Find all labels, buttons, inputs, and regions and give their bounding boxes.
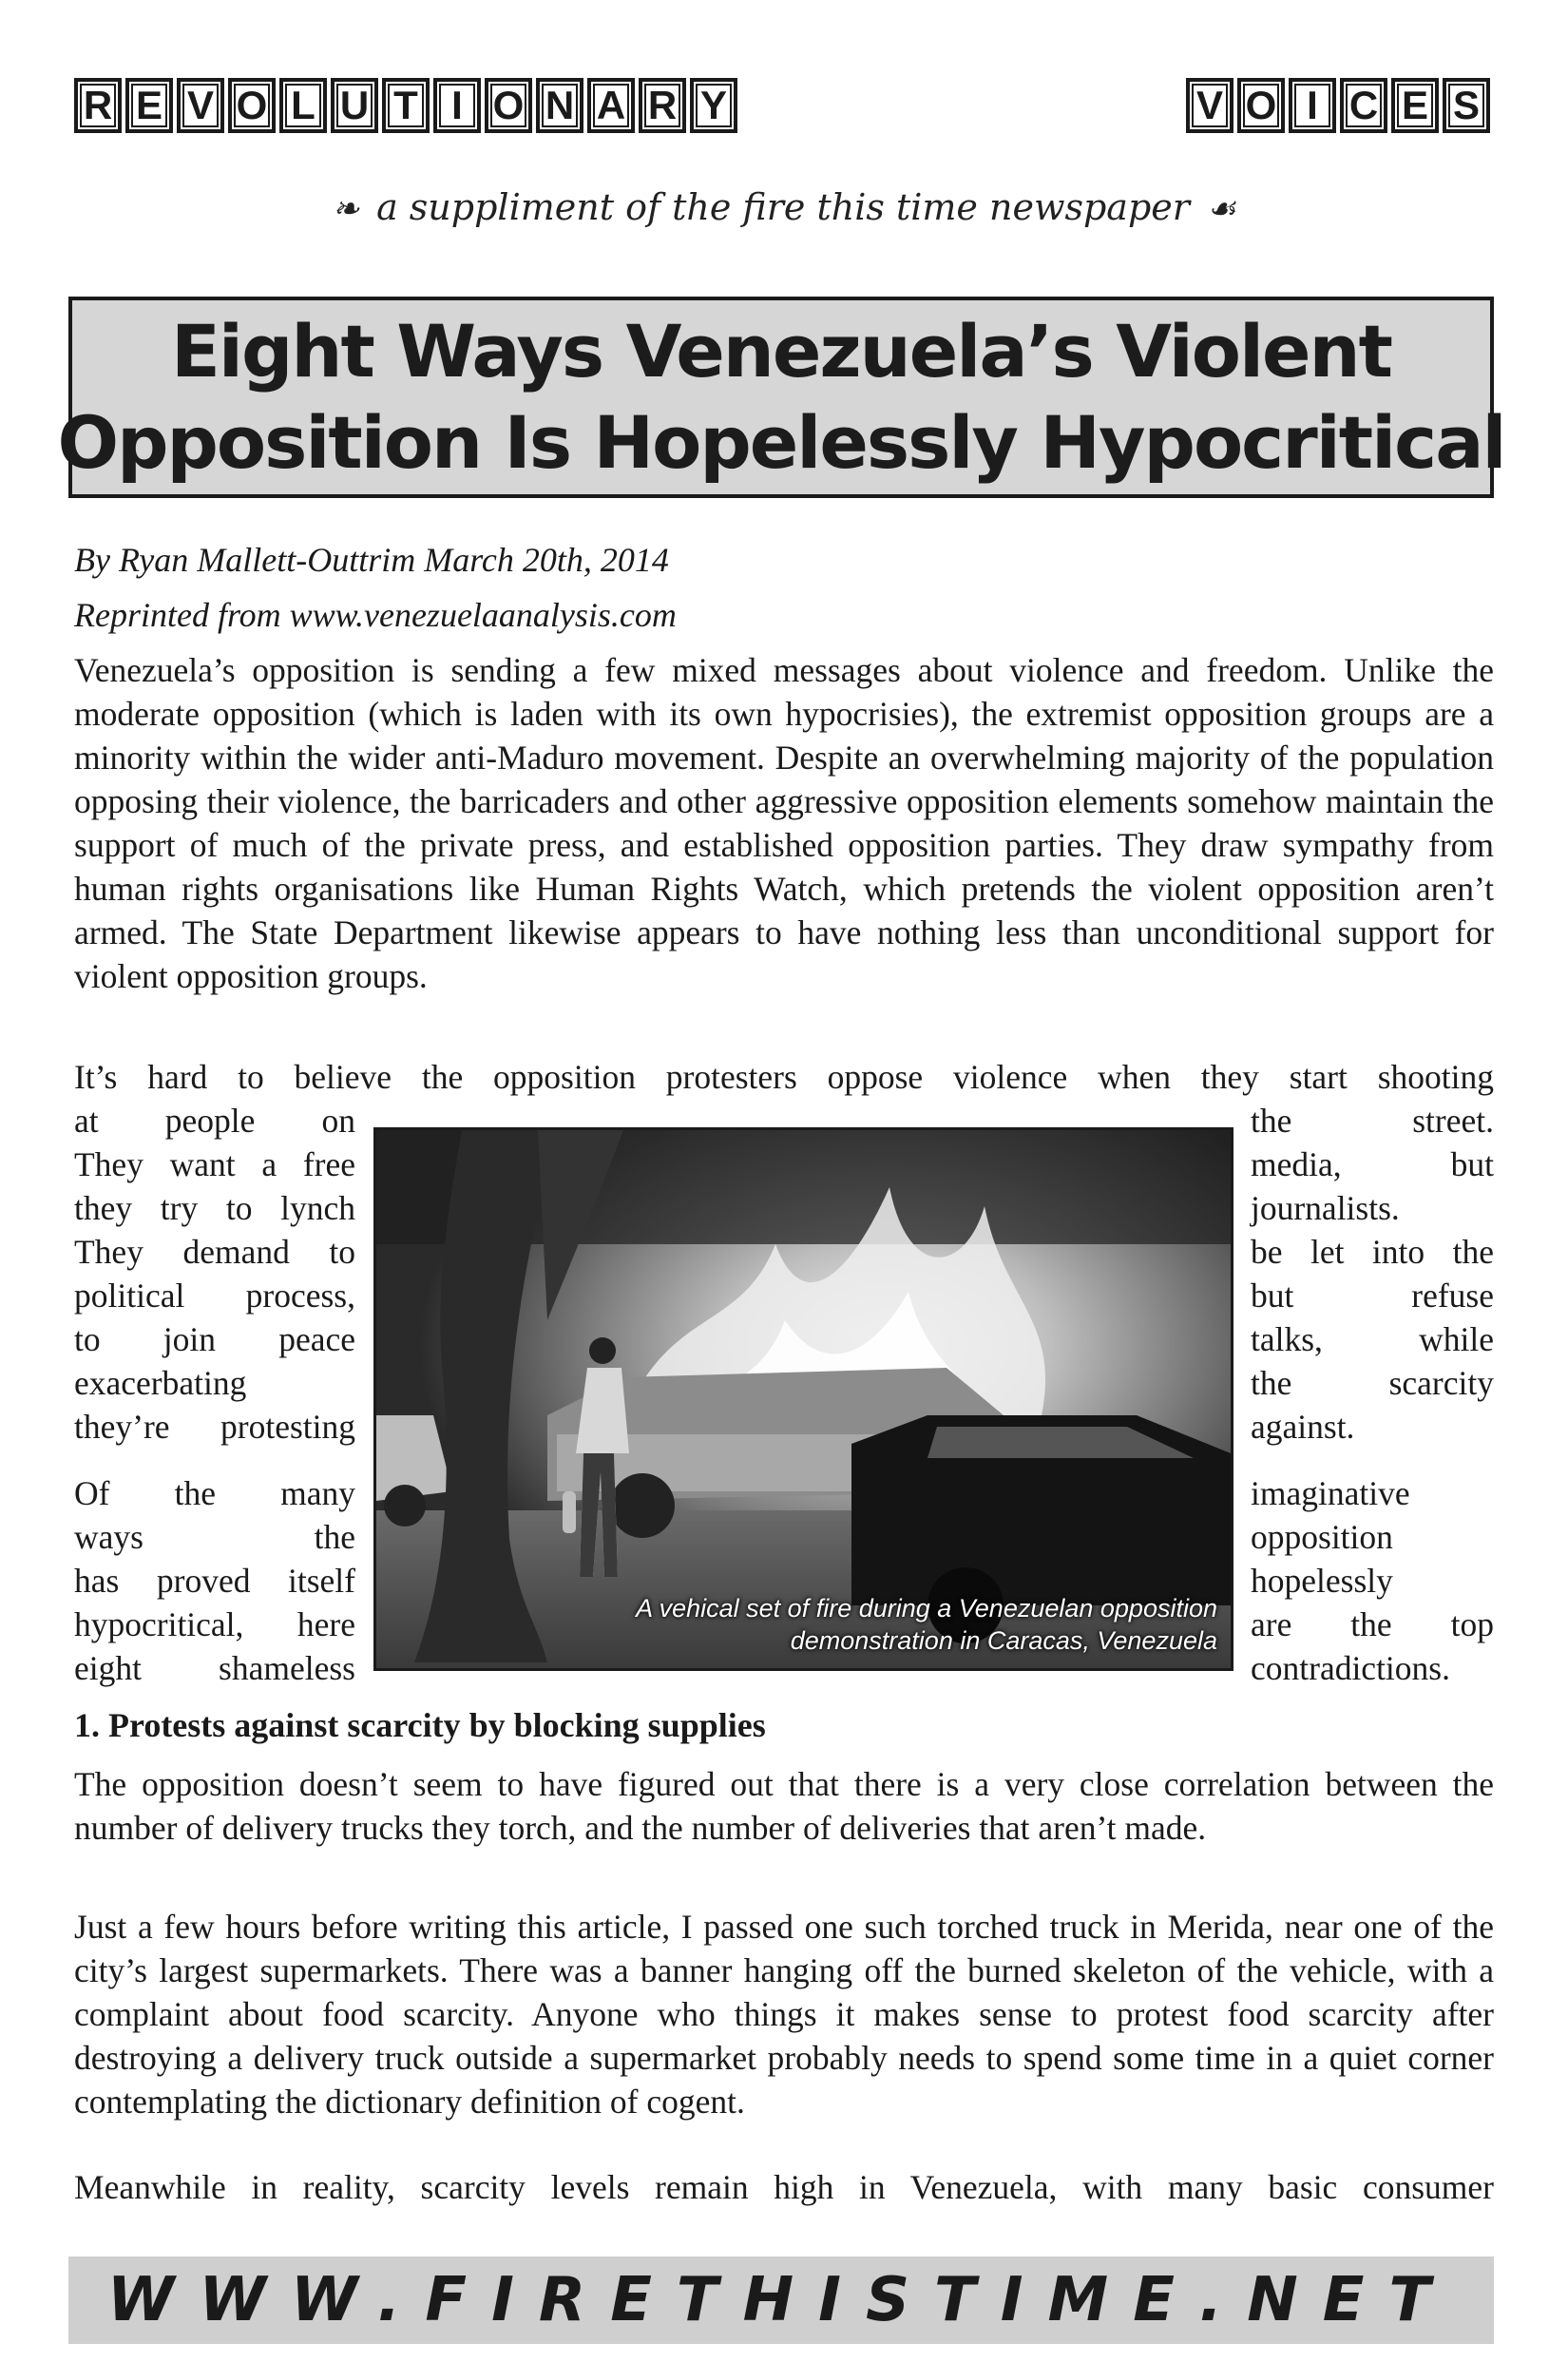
masthead-letter: R bbox=[639, 78, 686, 133]
masthead-letter: E bbox=[125, 78, 173, 133]
column-line: but refuse bbox=[1251, 1277, 1494, 1315]
headline-line-2: Opposition Is Hopelessly Hypocritical bbox=[57, 400, 1505, 485]
masthead-letter: O bbox=[1237, 78, 1285, 133]
masthead-letter: U bbox=[331, 78, 378, 133]
footer-url: WWW.FIRETHISTIME.NET bbox=[106, 2265, 1456, 2335]
column-line: They demand to bbox=[74, 1233, 355, 1271]
byline-source: Reprinted from www.venezuelaanalysis.com bbox=[74, 596, 677, 634]
photo-caption-line-1: A vehical set of fire during a Venezuelan opposition bbox=[636, 1594, 1217, 1623]
section-1-heading: 1. Protests against scarcity by blocking supplies bbox=[74, 1706, 766, 1744]
masthead-word-revolutionary bbox=[74, 78, 737, 133]
tagline bbox=[0, 186, 1568, 228]
column-line: imaginative bbox=[1251, 1474, 1410, 1512]
right-column-2 bbox=[1251, 1471, 1494, 1690]
column-line: against. bbox=[1251, 1408, 1355, 1446]
column-line: the street. bbox=[1251, 1102, 1494, 1140]
masthead-letter: V bbox=[1186, 78, 1233, 133]
column-line: media, but bbox=[1251, 1145, 1494, 1183]
section-1-paragraph-2: Just a few hours before writing this article, I passed one such torched truck in Merida, near one of the city’s largest supermarkets. There was a banner hanging off the burned skeleton of the vehicle, with a complaint about food scarcity. Anyone who things it makes sense to protest food scarcity after destroying a delivery truck outside a supermarket probably needs to spend some time in a quiet corner contemplating the dictionary definition of cogent. bbox=[74, 1908, 1494, 2121]
masthead-letter: A bbox=[587, 78, 635, 133]
photo-caption-line-2: demonstration in Caracas, Venezuela bbox=[790, 1626, 1217, 1655]
photo-caption bbox=[636, 1592, 1217, 1657]
byline-author-date: By Ryan Mallett-Outtrim March 20th, 2014 bbox=[74, 541, 669, 579]
masthead-letter: Y bbox=[690, 78, 737, 133]
ornament-left-icon: ❧ bbox=[332, 190, 360, 228]
headline-box bbox=[57, 297, 1505, 498]
column-line: They want a free bbox=[74, 1145, 355, 1183]
masthead-letter: O bbox=[228, 78, 276, 133]
column-line: has proved itself bbox=[74, 1562, 355, 1600]
column-line: ways the bbox=[74, 1518, 355, 1556]
masthead-letter: C bbox=[1340, 78, 1387, 133]
masthead-letter: T bbox=[382, 78, 430, 133]
column-line: talks, while bbox=[1251, 1320, 1494, 1358]
column-line: exacerbating bbox=[74, 1364, 247, 1402]
masthead-letter: V bbox=[177, 78, 224, 133]
column-line: opposition bbox=[1251, 1518, 1393, 1556]
paragraph-2-first-line: It’s hard to believe the opposition protesters oppose violence when they start shooting bbox=[74, 1058, 1494, 1096]
column-line: the scarcity bbox=[1251, 1364, 1494, 1402]
ornament-right-icon: ☙ bbox=[1206, 190, 1236, 228]
right-column-1 bbox=[1251, 1099, 1494, 1449]
column-line: at people on bbox=[74, 1102, 355, 1140]
masthead-letter: R bbox=[74, 78, 122, 133]
photo-burning-vehicle bbox=[373, 1127, 1233, 1671]
masthead-letter: I bbox=[1289, 78, 1336, 133]
left-column-2 bbox=[74, 1471, 355, 1690]
masthead-letter: L bbox=[279, 78, 327, 133]
column-line: be let into the bbox=[1251, 1233, 1494, 1271]
column-line: are the top bbox=[1251, 1605, 1494, 1643]
column-line: they try to lynch bbox=[74, 1189, 355, 1227]
column-line: hypocritical, here bbox=[74, 1605, 355, 1643]
intro-paragraph: Venezuela’s opposition is sending a few mixed messages about violence and freedom. Unlike the moderate opposition (which is laden with its own hypocrisies), the extremist opposition groups are a minority within the wider anti-Maduro movement. Despite an overwhelming majority of the population opposing their violence, the barricaders and other aggressive opposition elements somehow maintain the support of much of the private press, and established opposition parties. They draw sympathy from human rights organisations like Human Rights Watch, which pretends the violent opposition aren’t armed. The State Department likewise appears to have nothing less than unconditional support for violent opposition groups. bbox=[74, 651, 1494, 995]
masthead-letter: I bbox=[433, 78, 481, 133]
masthead-word-voices bbox=[1186, 78, 1490, 133]
headline-line-1: Eight Ways Venezuela’s Violent bbox=[171, 309, 1391, 394]
column-line: political process, bbox=[74, 1277, 355, 1315]
column-line: Of the many bbox=[74, 1474, 355, 1512]
left-column-1 bbox=[74, 1099, 355, 1449]
byline bbox=[74, 532, 677, 643]
column-line: hopelessly bbox=[1251, 1562, 1393, 1600]
photo-illustration bbox=[376, 1130, 1231, 1668]
footer-banner bbox=[68, 2256, 1494, 2344]
column-line: they’re protesting bbox=[74, 1408, 355, 1446]
column-line: journalists. bbox=[1251, 1189, 1400, 1227]
masthead bbox=[74, 74, 1490, 137]
column-line: to join peace bbox=[74, 1320, 355, 1358]
masthead-letter: S bbox=[1443, 78, 1490, 133]
section-1-paragraph-3: Meanwhile in reality, scarcity levels remain high in Venezuela, with many basic consumer bbox=[74, 2168, 1494, 2206]
column-line: contradictions. bbox=[1251, 1649, 1450, 1687]
column-line: eight shameless bbox=[74, 1649, 355, 1687]
masthead-letter: O bbox=[485, 78, 532, 133]
masthead-letter: E bbox=[1391, 78, 1439, 133]
tagline-text: a suppliment of the fire this time newspaper bbox=[376, 186, 1190, 228]
masthead-letter: N bbox=[536, 78, 583, 133]
section-1-paragraph-1: The opposition doesn’t seem to have figured out that there is a very close correlation between the number of delivery trucks they torch, and the number of deliveries that aren’t made. bbox=[74, 1765, 1494, 1847]
